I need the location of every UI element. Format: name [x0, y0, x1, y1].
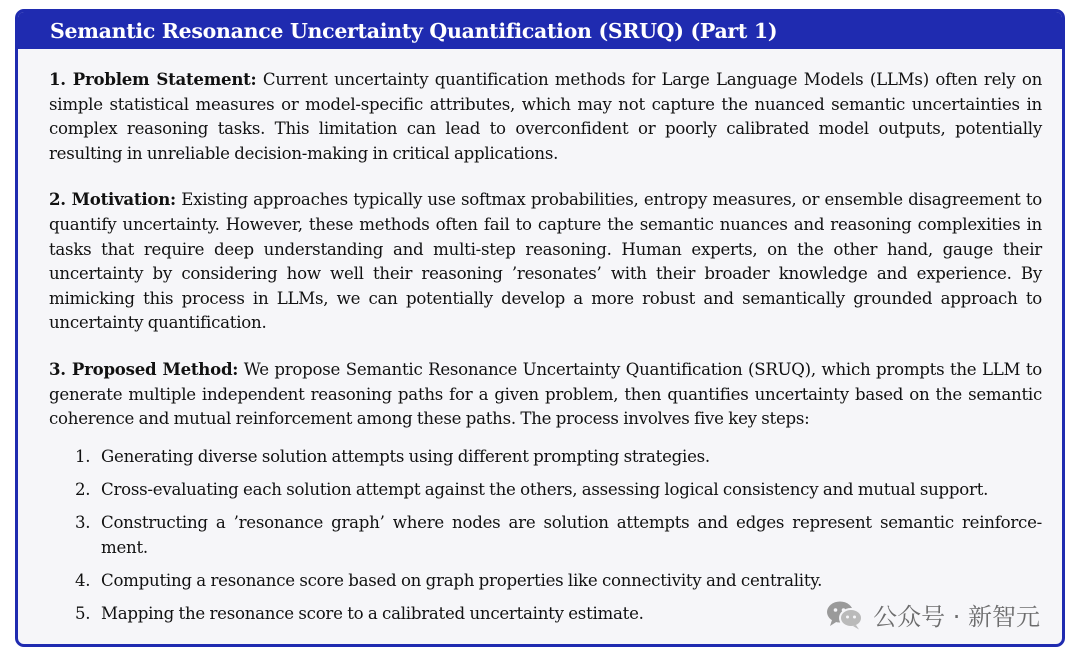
list-item-text: Cross-evaluating each solution attempt against the others, assessing logical consistency and mutual support.	[101, 479, 989, 499]
section-heading: 1. Problem Statement:	[49, 69, 257, 89]
list-item-text: Constructing a ’resonance graph’ where nodes are solution attempts and edges represent semantic reinforce-ment.	[101, 512, 1042, 557]
list-item-text: Computing a resonance score based on graph properties like connectivity and centrality.	[101, 570, 823, 590]
list-item-text: Generating diverse solution attempts using different prompting strategies.	[101, 446, 710, 466]
list-item-number: 2.	[75, 479, 91, 499]
method-card	[15, 9, 1065, 647]
list-item-number: 5.	[75, 603, 91, 623]
watermark	[825, 597, 1040, 632]
card-title: Semantic Resonance Uncertainty Quantification (SRUQ) (Part 1)	[50, 18, 778, 43]
watermark-text: 公众号 · 新智元	[873, 603, 1040, 631]
list-item	[49, 478, 1042, 503]
card-body	[18, 49, 1062, 626]
section-heading: 2. Motivation:	[49, 189, 176, 210]
section-proposed-method	[49, 357, 1042, 432]
section-problem-statement	[49, 67, 1042, 166]
wechat-icon	[825, 599, 865, 631]
list-item	[49, 511, 1042, 560]
card-title-bar	[18, 12, 1062, 49]
list-item-number: 4.	[75, 570, 91, 590]
section-motivation	[49, 187, 1042, 336]
list-item-number: 3.	[75, 512, 91, 532]
list-item-number: 1.	[75, 446, 91, 466]
list-item	[49, 445, 1042, 470]
section-heading: 3. Proposed Method:	[49, 358, 239, 379]
list-item	[49, 569, 1042, 594]
section-text: Current uncertainty quantification methods for Large Language Models (LLMs) often rely on simple statistical measures or model-specific attributes, which may not capture the nuanced semantic uncertainties in complex reasoning tasks. This limitation can lead to overconfident or poorly calibrated model outputs, potentially resulting in unreliable decision-making in critical applications.	[49, 70, 1043, 163]
section-text: Existing approaches typically use softmax probabilities, entropy measures, or ensemble disagreement to quantify uncertainty. However, these methods often fail to capture the semantic nuances and reasoning complexities in tasks that require deep understanding and multi-step reasoning. Human experts, on the other hand, gauge their uncertainty by considering how well their reasoning ’resonates’ with their broader knowledge and experience. By mimicking this process in LLMs, we can potentially develop a more robust and semantically grounded approach to uncertainty quantification.	[49, 190, 1043, 333]
list-item-text: Mapping the resonance score to a calibrated uncertainty estimate.	[101, 603, 644, 623]
section-text: We propose Semantic Resonance Uncertainty Quantification (SRUQ), which prompts the LLM to generate multiple independent reasoning paths for a given problem, then quantifies uncertainty based on the semantic coherence and mutual reinforcement among these paths. The process involves five key steps:	[49, 359, 1042, 429]
